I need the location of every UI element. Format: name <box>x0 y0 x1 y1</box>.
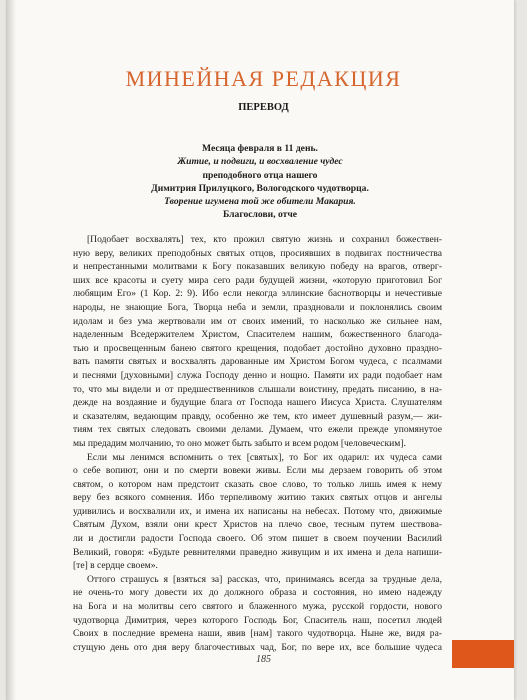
body-line: наделенным Вседержителем Христом, Спасителем нашим, божественного благода- <box>73 329 442 341</box>
page-edge-tab <box>452 640 514 668</box>
body-line: Если мы ленимся вспомнить о тех [святых], то Бог их одарил: их чудеса сами <box>87 451 442 463</box>
body-line: Святым Духом, взяли они крест Христов на плечо свое, тесным путем шествова- <box>73 519 442 531</box>
body-line: мы предадим молчанию, то оно может быть забыто и всем родом [человеческим]. <box>73 437 406 449</box>
heading-line-author: Творение игумена той же обители Макария. <box>164 196 356 208</box>
heading-line-title: Житие, и подвиги, и восхваление чудес <box>177 156 343 168</box>
heading-line-saint-intro: преподобного отца нашего <box>202 169 318 181</box>
body-line: и непрестанными молитвами к Богу показавших великую победу на врагов, отверг- <box>73 261 442 273</box>
body-line: вать памяти святых и восхвалять дарованные им Христом Богом чудеса, с псалмами <box>73 356 442 368</box>
body-line: дежде на воздаяние и будущие блага от Господа нашего Иисуса Христа. Слушателям <box>73 397 442 409</box>
body-line: тью и просвещенным банею святого крещения, подобает достойно духовно праздно- <box>73 342 442 354</box>
body-line: и песнями [духовными] служа Господу денно и нощно. Памяти их ради подобает нам <box>73 369 442 381</box>
body-line: [те] в сердце своем». <box>73 560 158 572</box>
body-line: удивились и восхвалили их, и имена их написаны на небесах. Потому что, движимые <box>73 505 442 517</box>
body-line: святом, о котором нам предстоит сказать свое слово, то только лишь имея к нему <box>73 478 442 490</box>
body-line: Оттого страшусь я [взяться за] рассказ, что, принимаясь всегда за трудные дела, <box>87 573 442 585</box>
body-line: народы, не знающие Бога, Творца неба и земли, праздновали и поклонялись своим <box>73 301 442 313</box>
body-line: ную веру, великих преподобных святых отцов, просиявших в подвигах постничества <box>73 247 442 259</box>
heading-line-date: Месяца февраля в 11 день. <box>202 143 318 154</box>
body-line: на Бога и на молитвы сего святого и блаженного мужа, русской гордости, нового <box>73 601 442 613</box>
body-line: ших все красоты и суету мира сего ради будущей жизни, «которую приготовил Бог <box>73 274 442 286</box>
body-line: чудотворца Димитрия, через которого Господь Бог, Спаситель наш, посетил людей <box>73 614 442 626</box>
body-line: веру без всякого сомнения. Ибо терпеливому житию таких святых отцов и ангелы <box>73 492 442 504</box>
heading-line-saint-name: Димитрия Прилуцкого, Вологодского чудотворца. <box>151 182 369 194</box>
chapter-title: МИНЕЙНАЯ РЕДАКЦИЯ <box>125 66 402 91</box>
body-line: [Подобает восхвалять] тех, кто прожил святую жизнь и сохранил божествен- <box>87 234 442 245</box>
body-text <box>73 233 442 654</box>
body-line: и сказателям, ведающим правду, особенно же тем, кто имеет душевный разум,— жи- <box>73 410 442 422</box>
heading-line-blessing: Благослови, отче <box>222 209 298 221</box>
body-line: тиям тех святых следовать своими делами. Думаем, что ежели прежде упомянутое <box>73 424 442 436</box>
body-line: Своих в последние времена наши, явив [нам] такого чудотворца. Ныне же, видя ра- <box>73 628 442 640</box>
page-number: 185 <box>256 654 271 665</box>
body-line: ли и достигли радости Господа своего. Об этом пишет в своем поучении Василий <box>73 533 442 545</box>
body-line: Великий, говоря: «Будьте ревнителями праведно живущим и их имена и дела напиши- <box>73 546 442 558</box>
body-line: о себе вопиют, они и по смерти вовеки живы. Если мы дерзаем говорить об этом <box>73 465 442 477</box>
body-line: идолам и без ума жертвовали им от своих имений, то насколько же сильнее нам, <box>73 315 442 327</box>
body-line: не очень-то могу довести их до должного образа и состояния, но имею надежду <box>73 587 442 599</box>
section-subtitle: ПЕРЕВОД <box>238 102 289 113</box>
body-line: то, что мы видели и от предшественников слышали воистину, предать писанию, в на- <box>73 383 442 395</box>
body-line: любящим Его» (1 Кор. 2: 9). Ибо если некогда эллинские баснотворцы и нечестивые <box>73 288 442 300</box>
life-heading <box>110 142 410 222</box>
body-line: стущую день ото дня веру благочестивых чад, Бог, по вере их, все большие чудеса <box>73 641 442 653</box>
